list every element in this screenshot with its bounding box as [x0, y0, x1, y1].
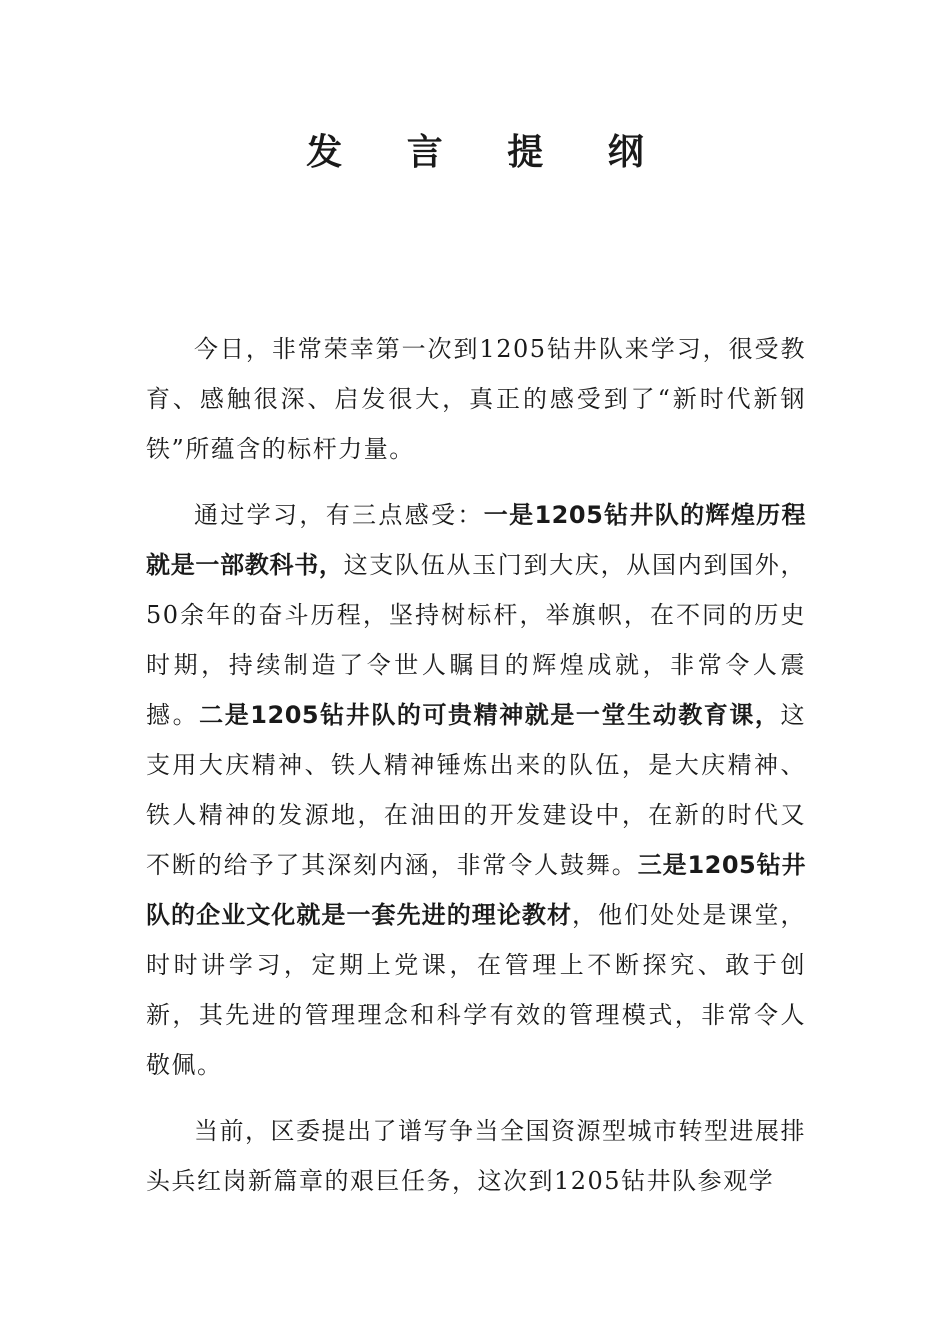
paragraph-text: 这支队伍从玉门到大庆，从国内到国外，50余年的奋斗历程，坚持树标杆，举旗帜，在不同的历史时期，持续制造了令世人瞩目的辉煌成就，非常令人震撼。: [146, 551, 807, 729]
paragraph-current-task: [146, 1106, 806, 1206]
highlight-point-one: 一是1205钻井队的辉煌历程就是一部教科书，: [146, 501, 807, 579]
page-title: 发 言 提 纲: [306, 131, 670, 173]
paragraph-three-impressions: [146, 490, 806, 1090]
paragraph-text: 今日，非常荣幸第一次到1205钻井队来学习，很受教育、感触很深、启发很大，真正的感受到了“新时代新钢铁”所蕴含的标杆力量。: [146, 335, 806, 463]
paragraph-text: 通过学习，有三点感受：: [194, 501, 484, 529]
document-body: [146, 324, 806, 1222]
highlight-point-two: 二是1205钻井队的可贵精神就是一堂生动教育课，: [199, 701, 781, 729]
highlight-point-three: 三是1205钻井队的企业文化就是一套先进的理论教材: [146, 851, 807, 929]
paragraph-text: ，他们处处是课堂，时时讲学习，定期上党课，在管理上不断探究、敢于创新，其先进的管理理念和科学有效的管理模式，非常令人敬佩。: [146, 901, 807, 1079]
paragraph-text: 当前，区委提出了谱写争当全国资源型城市转型进展排头兵红岗新篇章的艰巨任务，这次到1205钻井队参观学: [146, 1117, 806, 1195]
paragraph-text: 这支用大庆精神、铁人精神锤炼出来的队伍，是大庆精神、铁人精神的发源地，在油田的开发建设中，在新的时代又不断的给予了其深刻内涵，非常令人鼓舞。: [146, 701, 807, 879]
paragraph-intro: [146, 324, 806, 474]
